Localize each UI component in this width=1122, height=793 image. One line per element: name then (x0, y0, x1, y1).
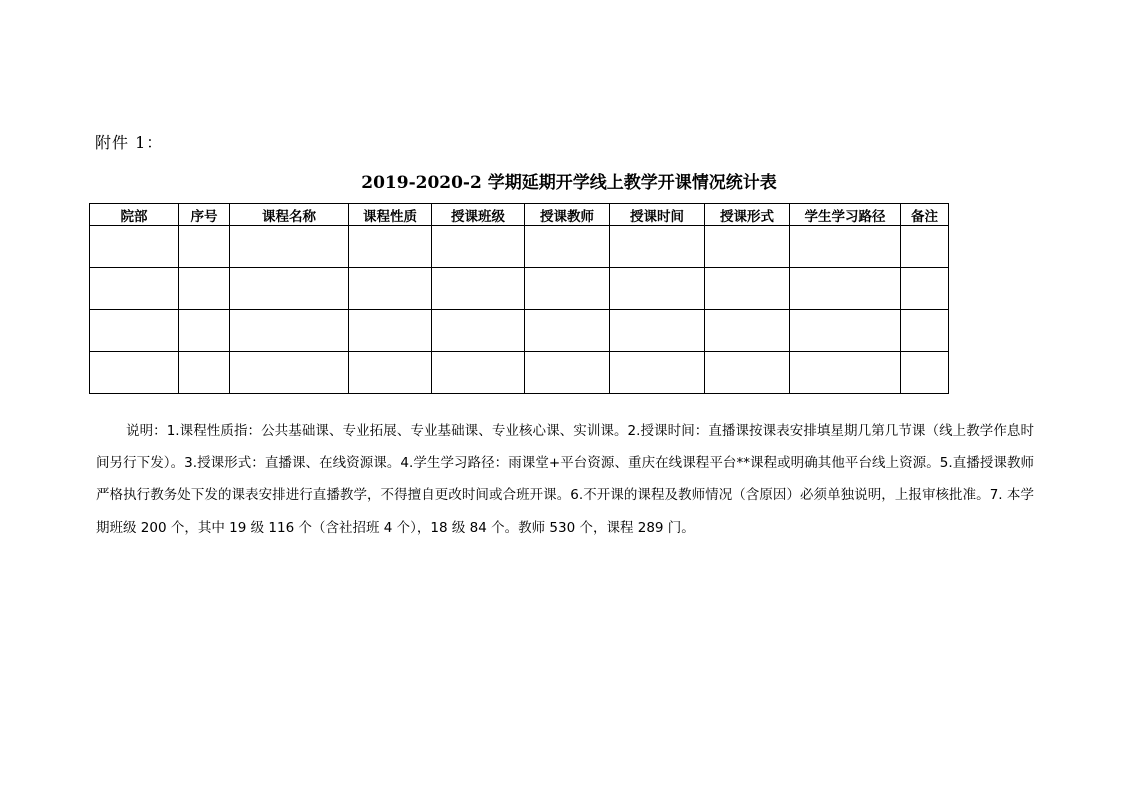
table-cell (179, 310, 230, 352)
table-cell (705, 310, 790, 352)
header-remarks: 备注 (901, 204, 949, 226)
table-cell (790, 352, 901, 394)
table-cell (525, 268, 610, 310)
table-cell (349, 310, 432, 352)
table-cell (901, 310, 949, 352)
table-cell (432, 352, 525, 394)
table-cell (705, 268, 790, 310)
table-cell (90, 226, 179, 268)
table-cell (179, 268, 230, 310)
header-serial-number: 序号 (179, 204, 230, 226)
table-cell (349, 226, 432, 268)
table-cell (90, 268, 179, 310)
header-teaching-format: 授课形式 (705, 204, 790, 226)
table-cell (610, 310, 705, 352)
table-cell (790, 310, 901, 352)
table-row (90, 268, 949, 310)
header-department: 院部 (90, 204, 179, 226)
table-cell (179, 226, 230, 268)
table-cell (790, 268, 901, 310)
table-cell (610, 268, 705, 310)
table-cell (432, 226, 525, 268)
table-cell (432, 310, 525, 352)
table-cell (790, 226, 901, 268)
table-cell (230, 310, 349, 352)
explanatory-notes: 说明：1.课程性质指：公共基础课、专业拓展、专业基础课、专业核心课、实训课。2.授课时间：直播课按课表安排填星期几第几节课（线上教学作息时间另行下发）。3.授课形式：直播课、在线资源课。4.学生学习路径：雨课堂+平台资源、重庆在线课程平台**课程或明确其他平台线上资源。5.直播授课教师严格执行教务处下发的课表安排进行直播教学，不得擅自更改时间或合班开课。6.不开课的课程及教师情况（含原因）必须单独说明，上报审核批准。7. 本学期班级 200 个，其中 19 级 116 个（含社招班 4 个），18 级 84 个。教师 530 个，课程 289 门。 (96, 422, 1034, 536)
table-cell (230, 226, 349, 268)
course-stats-table (89, 203, 949, 394)
table-cell (610, 226, 705, 268)
header-class: 授课班级 (432, 204, 525, 226)
table-cell (525, 352, 610, 394)
document-title-text: 2019-2020-2 学期延期开学线上教学开课情况统计表 (361, 173, 777, 193)
table-cell (432, 268, 525, 310)
header-course-type: 课程性质 (349, 204, 432, 226)
table-cell (610, 352, 705, 394)
table-cell (901, 352, 949, 394)
table-cell (349, 268, 432, 310)
table-header-row (90, 204, 949, 226)
table-cell (901, 268, 949, 310)
header-time: 授课时间 (610, 204, 705, 226)
table-cell (179, 352, 230, 394)
table-cell (525, 226, 610, 268)
table-cell (90, 310, 179, 352)
table-row (90, 226, 949, 268)
document-title (0, 168, 1122, 193)
table-cell (705, 352, 790, 394)
attachment-label: 附件 1： (95, 133, 164, 152)
table-row (90, 310, 949, 352)
table-cell (349, 352, 432, 394)
table-cell (525, 310, 610, 352)
table-cell (901, 226, 949, 268)
header-course-name: 课程名称 (230, 204, 349, 226)
header-teacher: 授课教师 (525, 204, 610, 226)
header-learning-path: 学生学习路径 (790, 204, 901, 226)
table-cell (230, 352, 349, 394)
table-cell (230, 268, 349, 310)
table-cell (705, 226, 790, 268)
table-cell (90, 352, 179, 394)
table-row (90, 352, 949, 394)
